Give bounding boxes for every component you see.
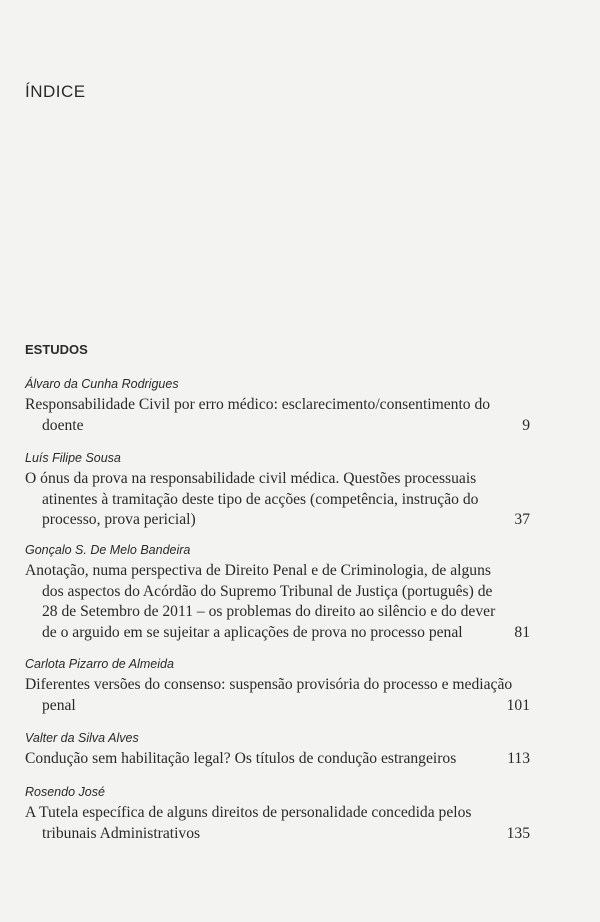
entry-title-line: Diferentes versões do consenso: suspensão provisória do processo e mediação xyxy=(25,676,513,693)
index-title: ÍNDICE xyxy=(25,82,86,101)
entry-page-number: 9 xyxy=(522,416,530,434)
entry-title-line: dos aspectos do Acórdão do Supremo Tribunal de Justiça (português) de xyxy=(42,582,493,600)
entry-author: Valter da Silva Alves xyxy=(25,731,139,745)
entry-title-line: Condução sem habilitação legal? Os títulos de condução estrangeiros xyxy=(25,750,457,767)
toc-entry[interactable] xyxy=(25,784,530,844)
entry-page-number: 101 xyxy=(506,696,530,714)
entry-author: Gonçalo S. De Melo Bandeira xyxy=(25,543,191,557)
toc-entry[interactable] xyxy=(25,376,530,436)
entry-title-line: O ónus da prova na responsabilidade civil médica. Questões processuais xyxy=(25,470,477,487)
entry-author: Álvaro da Cunha Rodrigues xyxy=(25,377,179,391)
toc-entry[interactable] xyxy=(25,450,530,531)
toc-entry[interactable] xyxy=(25,542,530,643)
toc-entry[interactable] xyxy=(25,730,530,770)
entry-title-line: Anotação, numa perspectiva de Direito Penal e de Criminologia, de alguns xyxy=(25,562,491,579)
entry-author: Carlota Pizarro de Almeida xyxy=(25,657,174,671)
entry-page-number: 135 xyxy=(506,824,530,842)
entry-author: Luís Filipe Sousa xyxy=(25,451,121,465)
entry-title-line: tribunais Administrativos xyxy=(42,824,201,842)
entry-title-line: A Tutela específica de alguns direitos de personalidade concedida pelos xyxy=(25,804,472,821)
section-title-estudos: ESTUDOS xyxy=(25,342,88,357)
entry-title-line: atinentes à tramitação deste tipo de acções (competência, instrução do xyxy=(42,490,479,508)
entry-page-number: 37 xyxy=(514,511,530,528)
entry-author: Rosendo José xyxy=(25,785,105,799)
entry-title-line: 28 de Setembro de 2011 – os problemas do direito ao silêncio e do dever xyxy=(42,603,496,620)
entry-title-line: Responsabilidade Civil por erro médico: esclarecimento/consentimento do xyxy=(25,396,491,413)
entry-title-line: de o arguido em se sujeitar a aplicações de prova no processo penal xyxy=(42,623,463,641)
toc-entry[interactable] xyxy=(25,656,530,716)
entry-page-number: 81 xyxy=(514,623,530,641)
entry-title-line: processo, prova pericial) xyxy=(42,511,196,528)
entry-title-line: penal xyxy=(42,696,76,714)
entry-title-line: doente xyxy=(42,416,84,434)
entry-page-number: 113 xyxy=(507,750,530,767)
